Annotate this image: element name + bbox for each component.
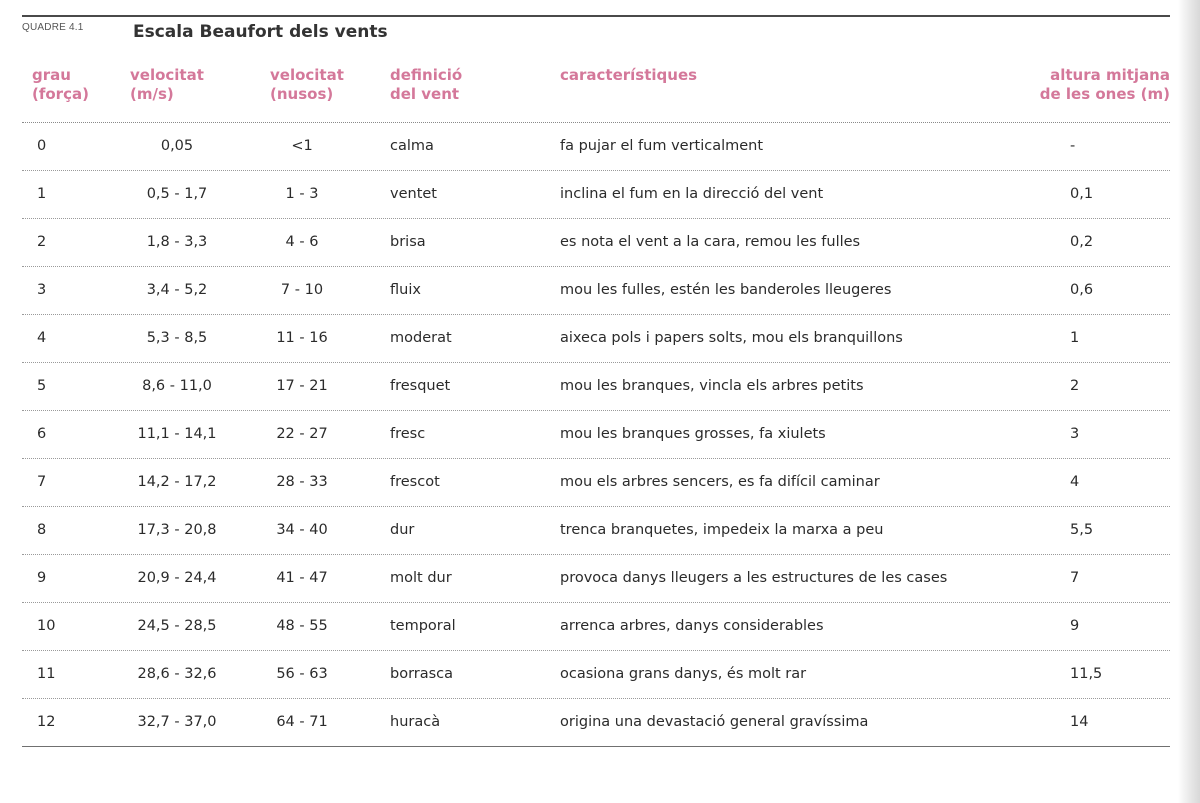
cell-grau: 7 xyxy=(37,474,47,490)
header-altura-ones-line2: de les ones (m) xyxy=(1039,85,1170,103)
cell-velocitat-ms: 14,2 - 17,2 xyxy=(137,474,217,490)
cell-velocitat-ms: 0,05 xyxy=(160,138,194,154)
header-velocitat-nusos xyxy=(270,66,344,104)
cell-altura-ones: 5,5 xyxy=(1070,522,1094,538)
cell-velocitat-nusos: 22 - 27 xyxy=(276,426,328,442)
page-edge-shadow xyxy=(1178,0,1200,803)
cell-grau: 12 xyxy=(37,714,56,730)
table-row xyxy=(22,507,1170,555)
cell-velocitat-ms: 3,4 - 5,2 xyxy=(146,282,208,298)
cell-grau: 9 xyxy=(37,570,47,586)
cell-caracteristiques: mou les branques grosses, fa xiulets xyxy=(560,426,826,442)
table-row xyxy=(22,315,1170,363)
table-title: Escala Beaufort dels vents xyxy=(133,22,388,42)
cell-definicio: molt dur xyxy=(390,570,452,586)
cell-velocitat-ms: 28,6 - 32,6 xyxy=(137,666,217,682)
cell-definicio: ventet xyxy=(390,186,437,202)
cell-velocitat-ms: 1,8 - 3,3 xyxy=(146,234,208,250)
cell-caracteristiques: provoca danys lleugers a les estructures de les cases xyxy=(560,570,948,586)
cell-velocitat-nusos: 64 - 71 xyxy=(276,714,328,730)
header-velocitat-ms-line2: (m/s) xyxy=(130,85,174,103)
cell-caracteristiques: mou les fulles, estén les banderoles lleugeres xyxy=(560,282,892,298)
header-velocitat-nusos-line2: (nusos) xyxy=(270,85,334,103)
cell-altura-ones: 0,2 xyxy=(1070,234,1094,250)
cell-grau: 2 xyxy=(37,234,47,250)
cell-caracteristiques: mou les branques, vincla els arbres petits xyxy=(560,378,864,394)
cell-velocitat-nusos: 41 - 47 xyxy=(276,570,328,586)
header-caracteristiques-line1: característiques xyxy=(560,66,698,84)
cell-velocitat-nusos: 56 - 63 xyxy=(276,666,328,682)
cell-caracteristiques: aixeca pols i papers solts, mou els branquillons xyxy=(560,330,903,346)
cell-altura-ones: 2 xyxy=(1070,378,1080,394)
cell-caracteristiques: inclina el fum en la direcció del vent xyxy=(560,186,824,202)
cell-definicio: dur xyxy=(390,522,415,538)
cell-altura-ones: 1 xyxy=(1070,330,1080,346)
table-row xyxy=(22,363,1170,411)
table-row xyxy=(22,651,1170,699)
cell-definicio: huracà xyxy=(390,714,441,730)
header-grau-line1: grau xyxy=(32,66,71,84)
cell-grau: 8 xyxy=(37,522,47,538)
cell-velocitat-nusos: 4 - 6 xyxy=(285,234,319,250)
cell-velocitat-ms: 0,5 - 1,7 xyxy=(146,186,208,202)
cell-caracteristiques: mou els arbres sencers, es fa difícil caminar xyxy=(560,474,880,490)
cell-caracteristiques: ocasiona grans danys, és molt rar xyxy=(560,666,807,682)
cell-definicio: temporal xyxy=(390,618,456,634)
cell-caracteristiques: trenca branquetes, impedeix la marxa a peu xyxy=(560,522,884,538)
cell-velocitat-nusos: 28 - 33 xyxy=(276,474,328,490)
table-row xyxy=(22,699,1170,747)
cell-grau: 5 xyxy=(37,378,47,394)
cell-grau: 0 xyxy=(37,138,47,154)
cell-altura-ones: 9 xyxy=(1070,618,1080,634)
cell-grau: 1 xyxy=(37,186,47,202)
cell-velocitat-nusos: <1 xyxy=(291,138,313,154)
cell-velocitat-nusos: 11 - 16 xyxy=(276,330,328,346)
header-velocitat-nusos-line1: velocitat xyxy=(270,66,344,84)
cell-definicio: brisa xyxy=(390,234,426,250)
cell-caracteristiques: origina una devastació general gravíssima xyxy=(560,714,869,730)
table-row xyxy=(22,459,1170,507)
table-row xyxy=(22,411,1170,459)
cell-definicio: moderat xyxy=(390,330,452,346)
table-row xyxy=(22,555,1170,603)
cell-velocitat-ms: 32,7 - 37,0 xyxy=(137,714,217,730)
header-definicio-line1: definició xyxy=(390,66,463,84)
table-label: QUADRE 4.1 xyxy=(22,22,84,33)
cell-altura-ones: 11,5 xyxy=(1070,666,1103,682)
table-header xyxy=(22,60,1170,123)
cell-grau: 6 xyxy=(37,426,47,442)
header-caracteristiques xyxy=(560,66,697,85)
table-row xyxy=(22,603,1170,651)
table-row xyxy=(22,267,1170,315)
cell-grau: 11 xyxy=(37,666,56,682)
table-row xyxy=(22,219,1170,267)
header-velocitat-ms-line1: velocitat xyxy=(130,66,204,84)
cell-grau: 10 xyxy=(37,618,56,634)
cell-altura-ones: 3 xyxy=(1070,426,1080,442)
table-body xyxy=(22,123,1170,747)
header-altura-ones-line1: altura mitjana xyxy=(1050,66,1170,84)
cell-velocitat-nusos: 48 - 55 xyxy=(276,618,328,634)
cell-definicio: frescot xyxy=(390,474,440,490)
cell-caracteristiques: arrenca arbres, danys considerables xyxy=(560,618,824,634)
cell-grau: 4 xyxy=(37,330,47,346)
cell-definicio: fresquet xyxy=(390,378,451,394)
header-grau xyxy=(32,66,89,104)
cell-caracteristiques: es nota el vent a la cara, remou les fulles xyxy=(560,234,861,250)
header-definicio xyxy=(390,66,462,104)
top-rule xyxy=(22,15,1170,17)
cell-velocitat-ms: 20,9 - 24,4 xyxy=(137,570,217,586)
cell-definicio: calma xyxy=(390,138,434,154)
cell-caracteristiques: fa pujar el fum verticalment xyxy=(560,138,764,154)
header-grau-line2: (força) xyxy=(32,85,89,103)
table-row xyxy=(22,123,1170,171)
cell-velocitat-nusos: 1 - 3 xyxy=(285,186,319,202)
cell-altura-ones: 14 xyxy=(1070,714,1089,730)
cell-velocitat-ms: 8,6 - 11,0 xyxy=(142,378,212,394)
cell-altura-ones: 0,1 xyxy=(1070,186,1094,202)
cell-velocitat-ms: 24,5 - 28,5 xyxy=(137,618,217,634)
header-definicio-line2: del vent xyxy=(390,85,460,103)
cell-velocitat-nusos: 34 - 40 xyxy=(276,522,328,538)
cell-altura-ones: 4 xyxy=(1070,474,1080,490)
cell-altura-ones: 0,6 xyxy=(1070,282,1094,298)
cell-velocitat-nusos: 7 - 10 xyxy=(280,282,324,298)
cell-definicio: fluix xyxy=(390,282,421,298)
header-altura-ones xyxy=(1040,66,1170,104)
cell-velocitat-ms: 11,1 - 14,1 xyxy=(137,426,217,442)
cell-altura-ones: - xyxy=(1070,138,1076,154)
cell-velocitat-nusos: 17 - 21 xyxy=(276,378,328,394)
table-row xyxy=(22,171,1170,219)
cell-velocitat-ms: 17,3 - 20,8 xyxy=(137,522,217,538)
cell-altura-ones: 7 xyxy=(1070,570,1080,586)
cell-definicio: fresc xyxy=(390,426,426,442)
cell-definicio: borrasca xyxy=(390,666,454,682)
header-velocitat-ms xyxy=(130,66,204,104)
cell-velocitat-ms: 5,3 - 8,5 xyxy=(146,330,208,346)
cell-grau: 3 xyxy=(37,282,47,298)
